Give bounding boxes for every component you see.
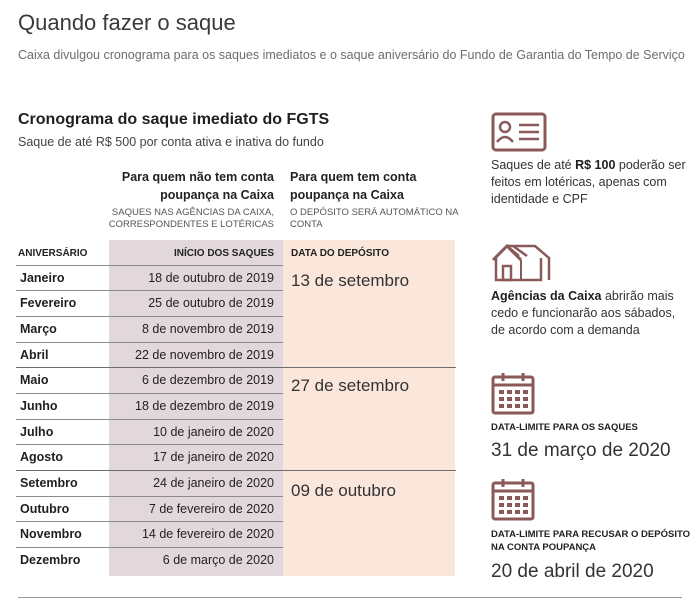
month-label: Janeiro xyxy=(20,271,65,285)
with-account-title: Para quem tem conta poupança na Caixa xyxy=(290,170,417,202)
withdraw-deadline-caption: DATA-LIMITE PARA OS SAQUES xyxy=(491,422,638,433)
schedule-subtitle: Saque de até R$ 500 por conta ativa e inativa do fundo xyxy=(18,135,324,149)
row-divider xyxy=(16,342,283,343)
no-account-note: SAQUES NAS AGÊNCIAS DA CAIXA, CORRESPONDENTES E LOTÉRICAS xyxy=(108,207,274,230)
month-label: Agosto xyxy=(20,450,64,464)
start-date: 6 de dezembro de 2019 xyxy=(141,373,274,387)
calendar-icon xyxy=(491,371,535,415)
row-divider xyxy=(16,444,283,445)
page-title: Quando fazer o saque xyxy=(18,10,236,35)
start-date: 14 de fevereiro de 2020 xyxy=(141,527,274,541)
row-divider xyxy=(16,265,283,266)
lottery-note: Saques de até R$ 100 poderão ser feitos em lotéricas, apenas com identidade e CPF xyxy=(491,158,686,206)
with-account-column-header xyxy=(290,168,460,231)
month-label: Novembro xyxy=(20,527,82,541)
start-date: 6 de março de 2020 xyxy=(162,553,274,567)
row-divider xyxy=(16,393,283,394)
start-date: 24 de janeiro de 2020 xyxy=(153,476,274,490)
deposit-header: DATA DO DEPÓSITO xyxy=(291,248,389,259)
row-divider xyxy=(16,496,283,497)
group-divider xyxy=(16,470,456,471)
refuse-deadline-date: 20 de abril de 2020 xyxy=(491,561,654,582)
month-label: Julho xyxy=(20,425,54,439)
deposit-date: 09 de outubro xyxy=(291,481,396,500)
refuse-deadline-caption: DATA-LIMITE PARA RECUSAR O DEPÓSITO NA CONTA POUPANÇA xyxy=(491,529,690,553)
row-divider xyxy=(16,419,283,420)
deposit-date: 27 de setembro xyxy=(291,376,410,395)
month-label: Junho xyxy=(20,399,58,413)
deposit-date: 13 de setembro xyxy=(291,271,410,290)
with-account-note: O DEPÓSITO SERÁ AUTOMÁTICO NA CONTA xyxy=(290,207,459,230)
start-date: 17 de janeiro de 2020 xyxy=(153,450,274,464)
start-date: 18 de dezembro de 2019 xyxy=(135,399,274,413)
schedule-title: Cronograma do saque imediato do FGTS xyxy=(18,111,330,128)
group-divider xyxy=(16,367,456,368)
month-label: Março xyxy=(20,322,57,336)
id-card-icon xyxy=(491,112,547,152)
no-account-title: Para quem não tem conta poupança na Caixa xyxy=(121,170,274,202)
agencies-note: Agências da Caixa abrirão mais cedo e funcionarão aos sábados, de acordo com a demanda xyxy=(491,289,676,337)
month-label: Abril xyxy=(20,348,49,362)
start-date: 10 de janeiro de 2020 xyxy=(153,425,274,439)
month-label: Dezembro xyxy=(20,553,81,567)
start-date: 25 de outubro de 2019 xyxy=(148,296,274,310)
start-date: 7 de fevereiro de 2020 xyxy=(148,502,274,516)
start-header: INÍCIO DOS SAQUES xyxy=(173,248,274,259)
start-date: 8 de novembro de 2019 xyxy=(141,322,274,336)
month-label: Outubro xyxy=(20,502,70,516)
calendar-icon xyxy=(491,477,535,521)
anniversary-header: ANIVERSÁRIO xyxy=(18,248,88,259)
row-divider xyxy=(16,316,283,317)
row-divider xyxy=(16,290,283,291)
houses-icon xyxy=(491,240,553,282)
month-label: Setembro xyxy=(20,476,78,490)
row-divider xyxy=(16,547,283,548)
row-divider xyxy=(16,521,283,522)
withdraw-deadline-date: 31 de março de 2020 xyxy=(491,440,671,461)
start-date: 22 de novembro de 2019 xyxy=(135,348,274,362)
month-label: Maio xyxy=(20,373,49,387)
bottom-divider xyxy=(18,597,682,598)
page-subtitle: Caixa divulgou cronograma para os saques imediatos e o saque aniversário do Fundo de Garantia do Tempo de Serviço xyxy=(18,48,685,62)
month-label: Fevereiro xyxy=(20,296,77,310)
no-account-column-header xyxy=(88,168,274,231)
start-date: 18 de outubro de 2019 xyxy=(148,271,274,285)
